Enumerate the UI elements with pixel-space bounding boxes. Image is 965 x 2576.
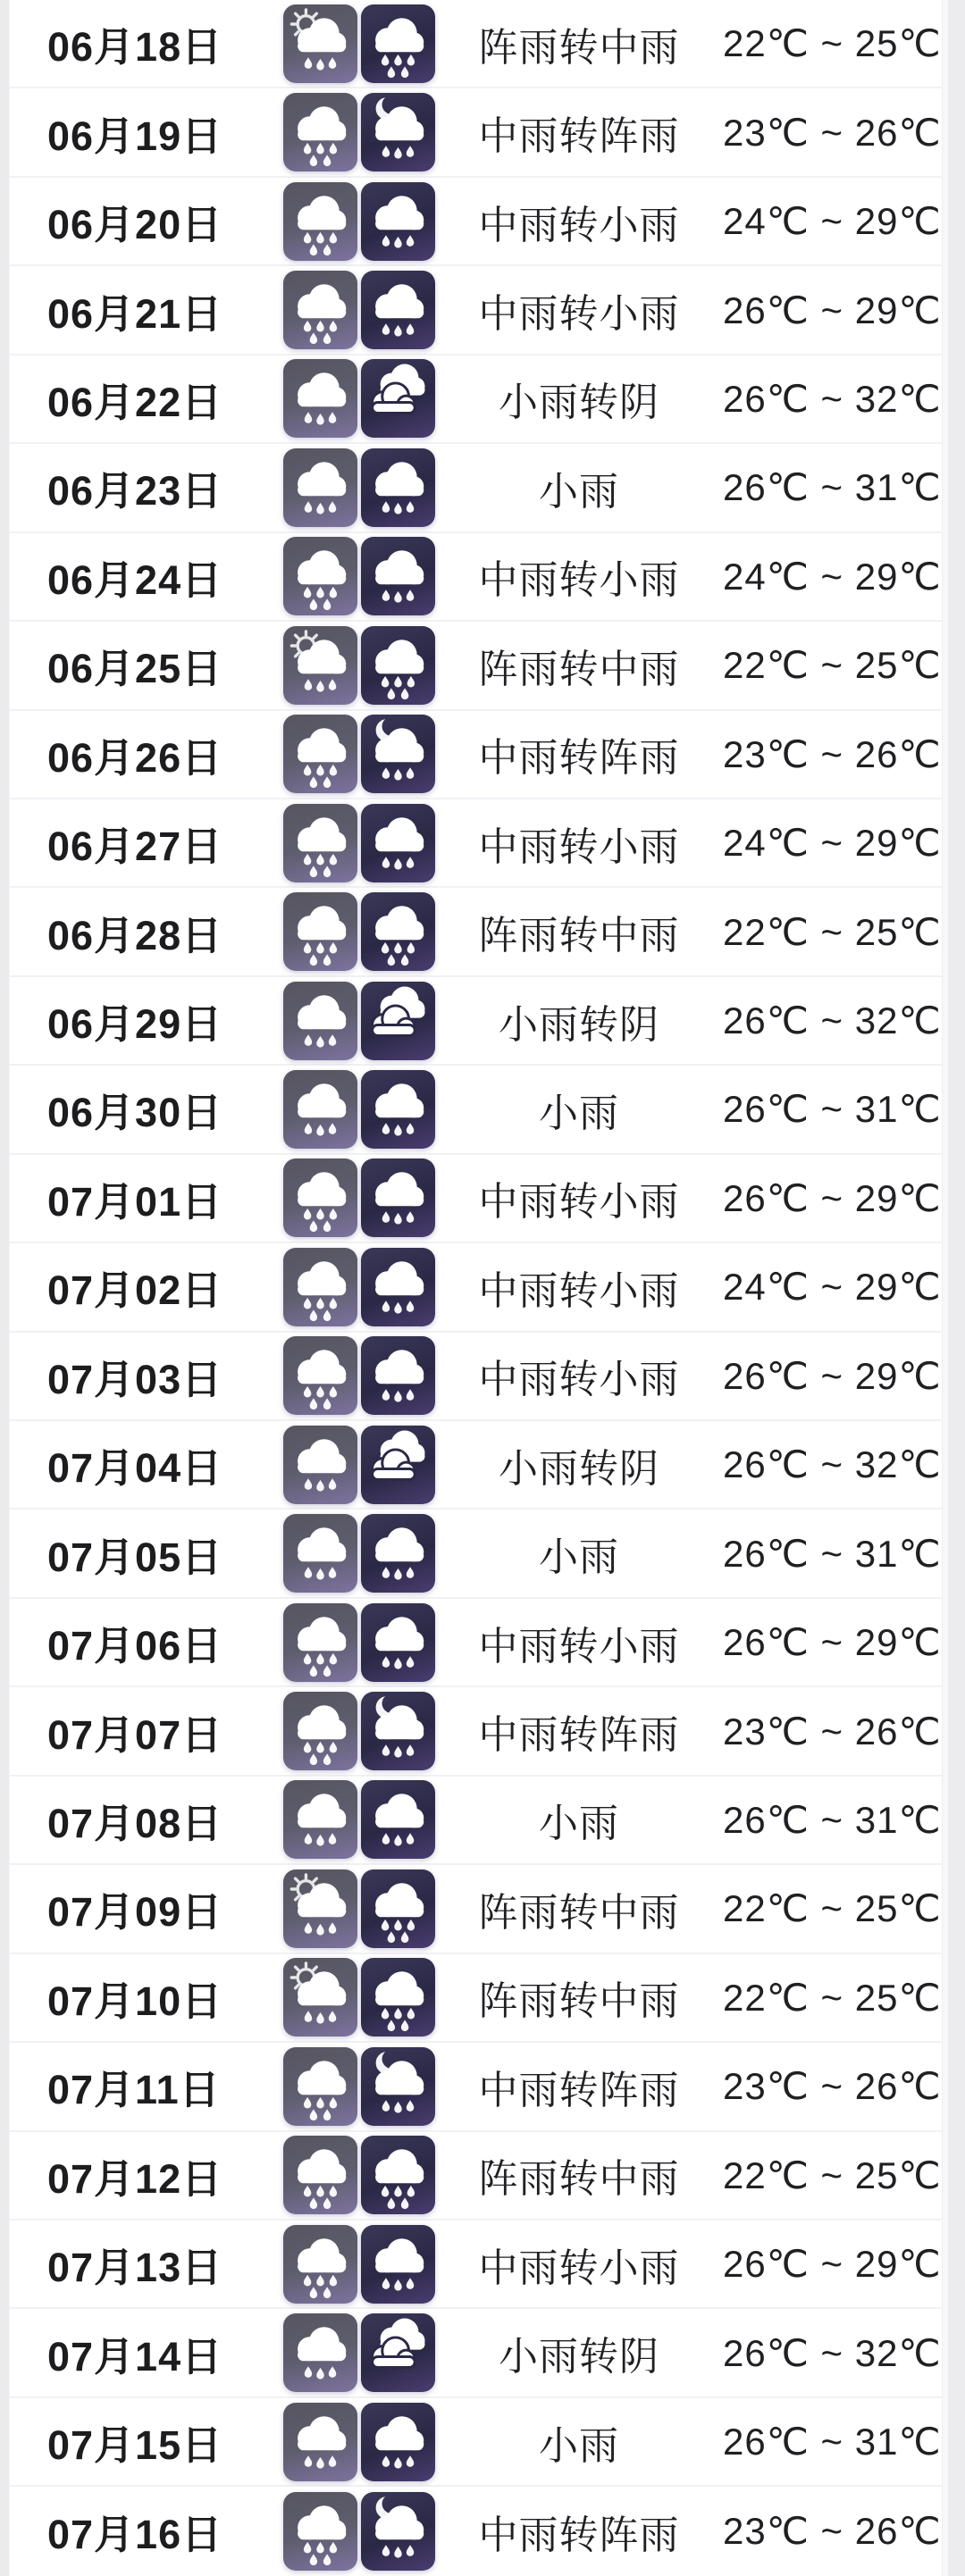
temperature-range: 26℃ ~ 31℃ xyxy=(723,466,942,509)
weather-icon-pair xyxy=(283,2403,435,2481)
forecast-row xyxy=(10,2398,942,2487)
forecast-row xyxy=(10,444,942,532)
temperature-range: 23℃ ~ 26℃ xyxy=(723,111,942,154)
light-rain-cloud-icon xyxy=(361,1248,435,1326)
temperature-range: 24℃ ~ 29℃ xyxy=(723,200,942,243)
weather-condition-label: 阵雨转中雨 xyxy=(478,1979,680,2024)
weather-icon-pair xyxy=(283,1336,435,1415)
rain-cloud-icon xyxy=(283,892,357,971)
forecast-row xyxy=(10,2043,942,2131)
light-rain-cloud-icon xyxy=(361,1070,435,1149)
temperature-range: 23℃ ~ 26℃ xyxy=(723,2510,942,2553)
date-label: 06月20日 xyxy=(47,202,223,248)
forecast-row xyxy=(10,2309,942,2397)
weather-condition-label: 小雨 xyxy=(539,1535,619,1580)
weather-icon-pair xyxy=(283,359,435,438)
temperature-range: 22℃ ~ 25℃ xyxy=(723,1887,942,1930)
weather-icon-pair xyxy=(283,982,435,1060)
light-rain-cloud-icon xyxy=(361,537,435,615)
light-rain-cloud-icon xyxy=(361,448,435,527)
forecast-row xyxy=(10,88,942,177)
light-rain-cloud-icon xyxy=(361,1514,435,1593)
date-label: 07月01日 xyxy=(47,1178,223,1225)
date-label: 06月23日 xyxy=(47,468,223,514)
weather-icon-pair xyxy=(283,715,435,793)
temperature-range: 22℃ ~ 25℃ xyxy=(723,1976,942,2019)
rain-cloud-icon xyxy=(283,182,357,261)
weather-condition-label: 阵雨转中雨 xyxy=(478,647,680,691)
forecast-row xyxy=(10,1333,942,1421)
weather-condition-label: 中雨转小雨 xyxy=(478,558,680,603)
weather-condition-label: 阵雨转中雨 xyxy=(478,914,680,958)
temperature-range: 23℃ ~ 26℃ xyxy=(723,2065,942,2108)
rain-cloud-icon xyxy=(361,1869,435,1948)
weather-condition-label: 中雨转小雨 xyxy=(478,1268,680,1313)
light-rain-cloud-icon xyxy=(361,1336,435,1415)
sun-shower-icon xyxy=(283,4,357,83)
rain-cloud-icon xyxy=(283,2492,357,2571)
rain-cloud-icon xyxy=(283,1336,357,1415)
date-label: 06月30日 xyxy=(47,1090,223,1136)
date-label: 07月11日 xyxy=(47,2067,221,2113)
date-label: 07月14日 xyxy=(47,2333,223,2379)
weather-icon-pair xyxy=(283,1692,435,1770)
temperature-range: 24℃ ~ 29℃ xyxy=(723,555,942,598)
date-label: 07月16日 xyxy=(47,2512,223,2558)
sun-shower-icon xyxy=(283,626,357,705)
light-rain-cloud-icon xyxy=(361,1158,435,1237)
date-label: 07月06日 xyxy=(47,1623,223,1669)
rain-cloud-icon xyxy=(361,626,435,705)
temperature-range: 26℃ ~ 29℃ xyxy=(723,1621,942,1664)
temperature-range: 26℃ ~ 32℃ xyxy=(723,1443,942,1486)
weather-icon-pair xyxy=(283,2047,435,2126)
weather-icon-pair xyxy=(283,2225,435,2304)
forecast-row xyxy=(10,533,942,622)
weather-condition-label: 小雨转阴 xyxy=(499,1446,659,1491)
temperature-range: 26℃ ~ 29℃ xyxy=(723,289,942,331)
weather-condition-label: 小雨 xyxy=(539,1091,619,1135)
overcast-clouds-icon xyxy=(361,1426,435,1504)
weather-icon-pair xyxy=(283,271,435,349)
right-page-margin xyxy=(942,0,965,2576)
temperature-range: 26℃ ~ 32℃ xyxy=(723,377,942,420)
weather-icon-pair xyxy=(283,1514,435,1593)
weather-icon-pair xyxy=(283,1158,435,1237)
weather-condition-label: 中雨转阵雨 xyxy=(478,114,680,159)
temperature-range: 22℃ ~ 25℃ xyxy=(723,2154,942,2196)
sun-shower-icon xyxy=(283,1958,357,2037)
forecast-row xyxy=(10,711,942,799)
weather-icon-pair xyxy=(283,2313,435,2392)
weather-icon-pair xyxy=(283,1869,435,1948)
weather-condition-label: 小雨转阴 xyxy=(499,1002,659,1047)
rain-cloud-icon xyxy=(283,2047,357,2126)
weather-icon-pair xyxy=(283,626,435,705)
forecast-row xyxy=(10,1777,942,1865)
date-label: 07月09日 xyxy=(47,1889,223,1936)
rain-cloud-icon xyxy=(283,1603,357,1682)
temperature-range: 26℃ ~ 32℃ xyxy=(723,999,942,1042)
rain-cloud-icon xyxy=(361,4,435,83)
rain-cloud-icon xyxy=(283,2136,357,2214)
temperature-range: 26℃ ~ 29℃ xyxy=(723,2243,942,2286)
date-label: 07月13日 xyxy=(47,2245,223,2291)
rain-cloud-icon xyxy=(361,2136,435,2214)
moon-shower-icon xyxy=(361,93,435,171)
light-rain-cloud-icon xyxy=(283,2403,357,2481)
temperature-range: 26℃ ~ 29℃ xyxy=(723,1354,942,1397)
weather-condition-label: 中雨转阵雨 xyxy=(478,1713,680,1758)
weather-icon-pair xyxy=(283,1070,435,1149)
temperature-range: 26℃ ~ 31℃ xyxy=(723,1798,942,1841)
rain-cloud-icon xyxy=(283,93,357,171)
temperature-range: 26℃ ~ 29℃ xyxy=(723,1176,942,1219)
rain-cloud-icon xyxy=(283,2225,357,2304)
light-rain-cloud-icon xyxy=(361,804,435,882)
light-rain-cloud-icon xyxy=(361,1603,435,1682)
forecast-row xyxy=(10,266,942,355)
moon-shower-icon xyxy=(361,715,435,793)
weather-icon-pair xyxy=(283,93,435,171)
weather-condition-label: 小雨 xyxy=(539,1802,619,1846)
date-label: 07月08日 xyxy=(47,1800,223,1846)
weather-icon-pair xyxy=(283,448,435,527)
temperature-range: 22℃ ~ 25℃ xyxy=(723,22,942,65)
light-rain-cloud-icon xyxy=(283,359,357,438)
date-label: 07月15日 xyxy=(47,2422,223,2469)
date-label: 07月05日 xyxy=(47,1534,223,1580)
rain-cloud-icon xyxy=(283,537,357,615)
temperature-range: 26℃ ~ 31℃ xyxy=(723,1088,942,1131)
forecast-row xyxy=(10,799,942,888)
weather-icon-pair xyxy=(283,892,435,971)
forecast-row xyxy=(10,1687,942,1776)
light-rain-cloud-icon xyxy=(361,1780,435,1859)
rain-cloud-icon xyxy=(361,892,435,971)
weather-condition-label: 阵雨转中雨 xyxy=(478,1890,680,1935)
weather-condition-label: 中雨转小雨 xyxy=(478,1624,680,1669)
date-label: 06月26日 xyxy=(47,734,223,781)
moon-shower-icon xyxy=(361,1692,435,1770)
weather-condition-label: 小雨 xyxy=(539,2423,619,2468)
weather-condition-label: 中雨转小雨 xyxy=(478,2246,680,2290)
forecast-row xyxy=(10,622,942,710)
weather-condition-label: 阵雨转中雨 xyxy=(478,2157,680,2202)
light-rain-cloud-icon xyxy=(283,2313,357,2392)
forecast-row xyxy=(10,2132,942,2221)
weather-icon-pair xyxy=(283,1248,435,1326)
overcast-clouds-icon xyxy=(361,2313,435,2392)
light-rain-cloud-icon xyxy=(361,2403,435,2481)
forecast-row xyxy=(10,1599,942,1687)
light-rain-cloud-icon xyxy=(361,271,435,349)
forecast-row xyxy=(10,178,942,266)
light-rain-cloud-icon xyxy=(361,182,435,261)
rain-cloud-icon xyxy=(283,804,357,882)
date-label: 06月22日 xyxy=(47,379,223,425)
weather-condition-label: 小雨转阴 xyxy=(499,381,659,425)
date-label: 06月29日 xyxy=(47,1001,223,1048)
forecast-row xyxy=(10,2487,942,2575)
weather-condition-label: 小雨 xyxy=(539,469,619,514)
forecast-row xyxy=(10,1066,942,1154)
forecast-row xyxy=(10,1510,942,1598)
date-label: 06月19日 xyxy=(47,113,223,159)
weather-icon-pair xyxy=(283,1426,435,1504)
weather-condition-label: 中雨转阵雨 xyxy=(478,2513,680,2557)
weather-condition-label: 中雨转小雨 xyxy=(478,1180,680,1225)
forecast-row xyxy=(10,1421,942,1510)
temperature-range: 23℃ ~ 26℃ xyxy=(723,732,942,775)
date-label: 06月25日 xyxy=(47,646,223,692)
light-rain-cloud-icon xyxy=(283,982,357,1060)
overcast-clouds-icon xyxy=(361,359,435,438)
date-label: 06月27日 xyxy=(47,824,223,870)
rain-cloud-icon xyxy=(283,1248,357,1326)
temperature-range: 22℃ ~ 25℃ xyxy=(723,910,942,953)
forecast-row xyxy=(10,1865,942,1953)
light-rain-cloud-icon xyxy=(283,1426,357,1504)
sun-shower-icon xyxy=(283,1869,357,1948)
date-label: 06月28日 xyxy=(47,912,223,958)
light-rain-cloud-icon xyxy=(283,448,357,527)
forecast-row xyxy=(10,1155,942,1243)
forecast-row xyxy=(10,0,942,88)
light-rain-cloud-icon xyxy=(283,1514,357,1593)
weather-icon-pair xyxy=(283,1603,435,1682)
rain-cloud-icon xyxy=(361,1958,435,2037)
temperature-range: 23℃ ~ 26℃ xyxy=(723,1710,942,1752)
date-label: 07月02日 xyxy=(47,1267,223,1314)
weather-icon-pair xyxy=(283,1958,435,2037)
date-label: 06月18日 xyxy=(47,24,223,71)
date-label: 07月10日 xyxy=(47,1978,223,2024)
weather-icon-pair xyxy=(283,1780,435,1859)
rain-cloud-icon xyxy=(283,715,357,793)
weather-icon-pair xyxy=(283,804,435,882)
weather-condition-label: 中雨转小雨 xyxy=(478,1358,680,1402)
weather-condition-label: 中雨转小雨 xyxy=(478,824,680,869)
temperature-range: 26℃ ~ 31℃ xyxy=(723,1532,942,1575)
temperature-range: 26℃ ~ 32℃ xyxy=(723,2331,942,2374)
date-label: 07月07日 xyxy=(47,1711,223,1758)
weather-icon-pair xyxy=(283,2492,435,2571)
light-rain-cloud-icon xyxy=(283,1780,357,1859)
date-label: 07月03日 xyxy=(47,1356,223,1402)
forecast-row xyxy=(10,888,942,976)
weather-condition-label: 中雨转小雨 xyxy=(478,292,680,337)
forecast-row xyxy=(10,977,942,1066)
light-rain-cloud-icon xyxy=(283,1070,357,1149)
weather-icon-pair xyxy=(283,182,435,261)
temperature-range: 22℃ ~ 25℃ xyxy=(723,644,942,687)
forecast-row xyxy=(10,1954,942,2043)
date-label: 06月24日 xyxy=(47,556,223,603)
weather-icon-pair xyxy=(283,537,435,615)
left-page-margin xyxy=(0,0,10,2576)
date-label: 07月12日 xyxy=(47,2155,223,2202)
rain-cloud-icon xyxy=(283,1158,357,1237)
date-label: 07月04日 xyxy=(47,1445,223,1492)
forecast-row xyxy=(10,355,942,444)
weather-condition-label: 中雨转阵雨 xyxy=(478,736,680,781)
weather-condition-label: 中雨转阵雨 xyxy=(478,2068,680,2112)
rain-cloud-icon xyxy=(283,271,357,349)
rain-cloud-icon xyxy=(283,1692,357,1770)
temperature-range: 24℃ ~ 29℃ xyxy=(723,1266,942,1309)
date-label: 06月21日 xyxy=(47,290,223,337)
temperature-range: 26℃ ~ 31℃ xyxy=(723,2421,942,2463)
temperature-range: 24℃ ~ 29℃ xyxy=(723,822,942,865)
moon-shower-icon xyxy=(361,2047,435,2126)
weather-condition-label: 小雨转阴 xyxy=(499,2335,659,2379)
moon-shower-icon xyxy=(361,2492,435,2571)
weather-condition-label: 阵雨转中雨 xyxy=(478,25,680,70)
forecast-row xyxy=(10,2221,942,2309)
overcast-clouds-icon xyxy=(361,982,435,1060)
light-rain-cloud-icon xyxy=(361,2225,435,2304)
weather-icon-pair xyxy=(283,4,435,83)
weather-icon-pair xyxy=(283,2136,435,2214)
forecast-list[interactable] xyxy=(10,0,942,2576)
forecast-row xyxy=(10,1243,942,1332)
weather-condition-label: 中雨转小雨 xyxy=(478,203,680,247)
